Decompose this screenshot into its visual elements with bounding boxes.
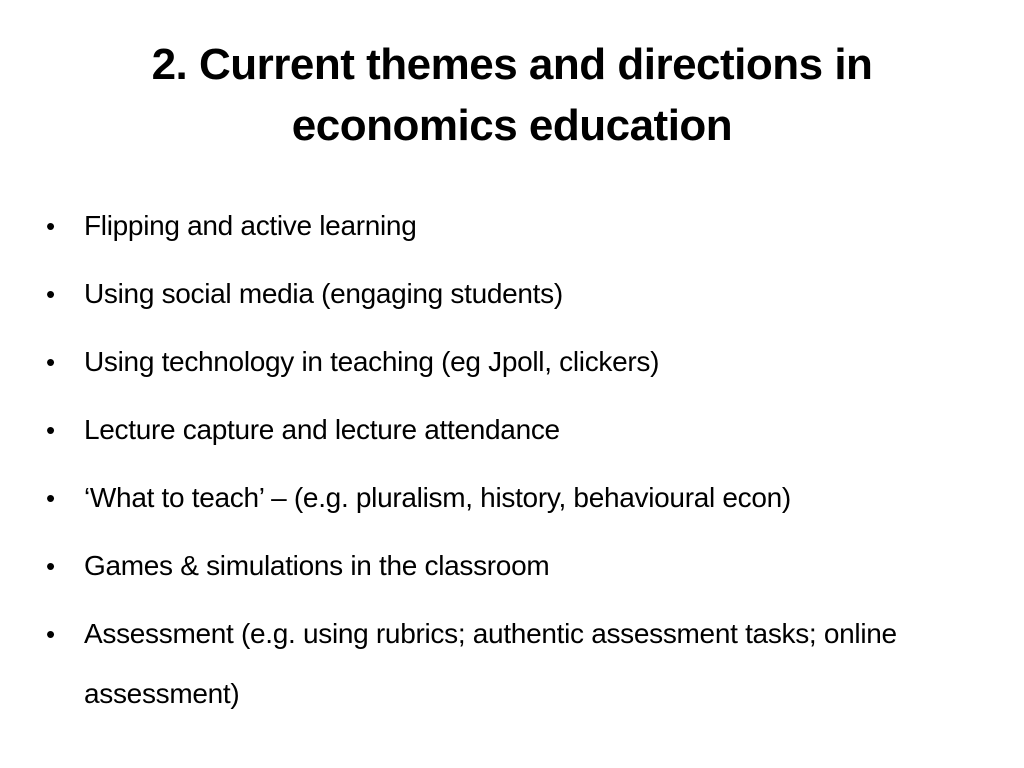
bullet-text: Using social media (engaging students) [84,278,563,309]
bullet-text: Games & simulations in the classroom [84,550,550,581]
bullet-icon: • [46,415,55,445]
bullet-list [44,196,964,724]
bullet-icon: • [46,619,55,649]
bullet-icon: • [46,347,55,377]
bullet-icon: • [46,483,55,513]
list-item [44,536,964,596]
bullet-text: Using technology in teaching (eg Jpoll, clickers) [84,346,660,377]
list-item [44,468,964,528]
bullet-text: Lecture capture and lecture attendance [84,414,560,445]
list-item [44,604,964,724]
slide-title: 2. Current themes and directions in economics education [151,40,873,150]
bullet-text: ‘What to teach’ – (e.g. pluralism, history, behavioural econ) [84,482,791,513]
list-item [44,264,964,324]
bullet-text: Flipping and active learning [84,210,417,241]
bullet-text: Assessment (e.g. using rubrics; authentic assessment tasks; online assessment) [84,618,897,709]
list-item [44,332,964,392]
list-item [44,196,964,256]
list-item [44,400,964,460]
bullet-icon: • [46,551,55,581]
bullet-icon: • [46,211,55,241]
bullet-icon: • [46,279,55,309]
